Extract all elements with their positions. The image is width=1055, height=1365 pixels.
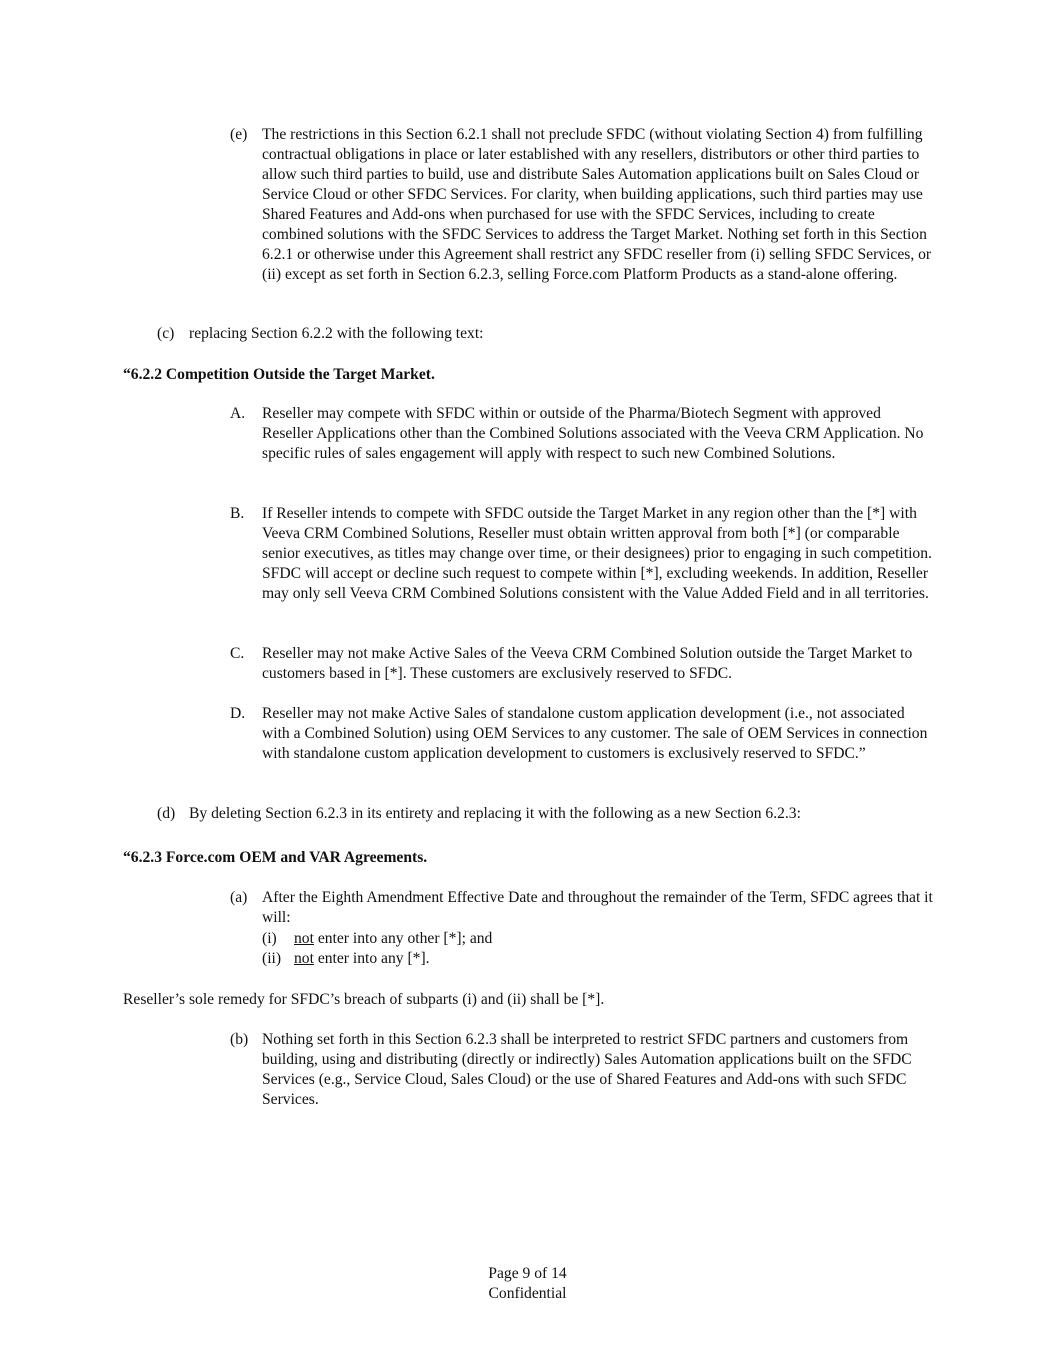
subitem-rest: enter into any [*]. <box>313 950 430 967</box>
item-text: Reseller may compete with SFDC within or outside of the Pharma/Biotech Segment with approved Reseller Applications other than the Combined Solutions associated with the Veeva CRM Application. No specific rules of sales engagement will apply with respect to such new Combined Solutions. <box>262 405 924 462</box>
remedy-paragraph: Reseller’s sole remedy for SFDC’s breach of subparts (i) and (ii) shall be [*]. <box>123 991 605 1008</box>
underlined-not: not <box>294 950 314 967</box>
item-label: C. <box>230 645 245 662</box>
item-label: D. <box>230 705 246 722</box>
confidential-label: Confidential <box>488 1285 567 1302</box>
item-text: If Reseller intends to compete with SFDC outside the Target Market in any region other than the [*] with Veeva CRM Combined Solutions, Reseller must obtain written approval from both [*] (or comparable senior executives, as titles may change over time, or their designees) prior to engaging in such competition. SFDC will accept or decline such request to compete within [*], excluding weekends. In addition, Reseller may only sell Veeva CRM Combined Solutions consistent with the Value Added Field and in all territories. <box>262 505 932 602</box>
subitem-text <box>294 949 894 969</box>
item-c-text: replacing Section 6.2.2 with the following text: <box>189 325 484 342</box>
item-text: After the Eighth Amendment Effective Date and throughout the remainder of the Term, SFDC agrees that it will: <box>262 889 933 926</box>
item-text: Reseller may not make Active Sales of standalone custom application development (i.e., not associated with a Combined Solution) using OEM Services to any customer. The sale of OEM Services in connection with standalone custom application development to customers is exclusively reserved to SFDC.” <box>262 705 928 762</box>
underlined-not: not <box>294 930 314 947</box>
subitem-rest: enter into any other [*]; and <box>313 930 493 947</box>
item-d <box>157 804 949 824</box>
section-e-item <box>230 125 934 285</box>
item-text: Nothing set forth in this Section 6.2.3 shall be interpreted to restrict SFDC partners and customers from building, using and distributing (directly or indirectly) Sales Automation applications built on the SFDC Services (e.g., Service Cloud, Sales Cloud) or the use of Shared Features and Add-ons with such SFDC Services. <box>262 1031 912 1108</box>
item-6-2-2-c <box>230 644 934 684</box>
item-c-label: (c) <box>157 325 175 342</box>
heading-6-2-3: “6.2.3 Force.com OEM and VAR Agreements. <box>123 849 428 866</box>
item-label: (b) <box>230 1031 249 1048</box>
subitem-label: (ii) <box>262 950 282 967</box>
item-d-text: By deleting Section 6.2.3 in its entirety and replacing it with the following as a new Section 6.2.3: <box>189 805 801 822</box>
item-6-2-3-a <box>230 888 934 928</box>
item-c <box>157 324 929 344</box>
item-6-2-2-a <box>230 404 934 464</box>
item-6-2-3-b <box>230 1030 934 1110</box>
section-e-text: The restrictions in this Section 6.2.1 shall not preclude SFDC (without violating Section 4) from fulfilling contractual obligations in place or later established with any resellers, distributors or other third parties to allow such third parties to build, use and distribute Sales Automation applications built on Sales Cloud or Service Cloud or other SFDC Services. For clarity, when building applications, such third parties may use Shared Features and Add-ons when purchased for use with the SFDC Services, including to create combined solutions with the SFDC Services to address the Target Market. Nothing set forth in this Section 6.2.1 or otherwise under this Agreement shall restrict any SFDC reseller from (i) selling SFDC Services, or (ii) except as set forth in Section 6.2.3, selling Force.com Platform Products as a stand-alone offering. <box>262 126 932 283</box>
item-label: (a) <box>230 889 248 906</box>
item-6-2-2-b <box>230 504 938 604</box>
item-6-2-2-d <box>230 704 934 764</box>
subitem-text <box>294 929 894 949</box>
subitem-label: (i) <box>262 930 277 947</box>
item-label: A. <box>230 405 246 422</box>
subitem-i <box>262 929 894 949</box>
item-text: Reseller may not make Active Sales of the Veeva CRM Combined Solution outside the Target Market to customers based in [*]. These customers are exclusively reserved to SFDC. <box>262 645 913 682</box>
page-number: Page 9 of 14 <box>488 1265 567 1282</box>
heading-6-2-2: “6.2.2 Competition Outside the Target Market. <box>123 366 435 383</box>
section-e-label: (e) <box>230 126 248 143</box>
subitem-ii <box>262 949 894 969</box>
item-d-label: (d) <box>157 805 176 822</box>
item-label: B. <box>230 505 245 522</box>
